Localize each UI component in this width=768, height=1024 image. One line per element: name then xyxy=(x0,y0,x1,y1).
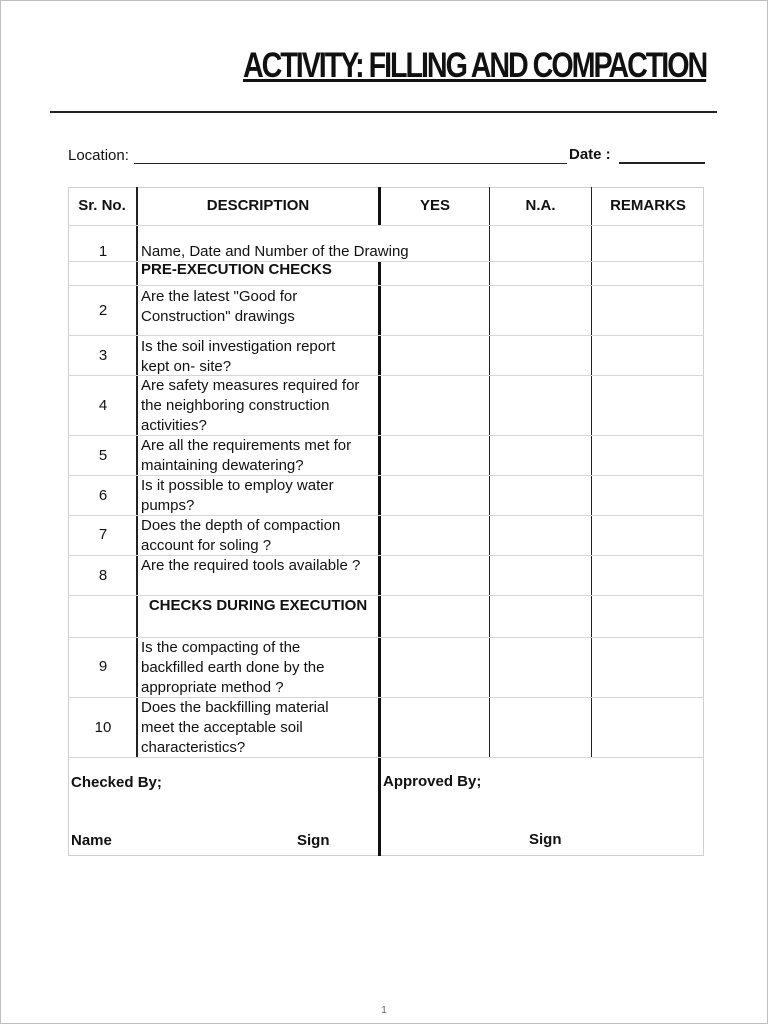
row-description: Is the compacting of the backfilled earth done by the appropriate method ? xyxy=(141,639,325,696)
row-description: Does the backfilling material meet the acceptable soil characteristics? xyxy=(141,699,329,756)
column-divider xyxy=(489,187,490,757)
row-number: 4 xyxy=(98,397,108,414)
document-title: ACTIVITY: FILLING AND COMPACTION xyxy=(242,46,707,85)
row-number: 7 xyxy=(98,526,108,543)
page-number: 1 xyxy=(381,1005,387,1016)
row-number: 9 xyxy=(98,658,108,675)
row-divider xyxy=(68,225,704,226)
row-description: Are safety measures required for the neighboring construction activities? xyxy=(141,377,360,434)
location-field[interactable] xyxy=(134,163,567,164)
checked-by-label: Checked By; xyxy=(71,774,162,791)
row-number: 8 xyxy=(98,567,108,584)
date-label: Date : xyxy=(569,146,611,163)
row-number: 3 xyxy=(98,347,108,364)
row-number: 2 xyxy=(98,302,108,319)
row-description: Does the depth of compaction account for soling ? xyxy=(141,517,341,554)
date-field[interactable] xyxy=(619,162,705,164)
row-number: 5 xyxy=(98,447,108,464)
section-heading-during-execution: CHECKS DURING EXECUTION xyxy=(148,597,368,614)
row-divider xyxy=(68,285,704,286)
column-divider xyxy=(378,262,381,856)
name-label: Name xyxy=(71,832,112,849)
approved-by-label: Approved By; xyxy=(383,773,482,790)
header-description: DESCRIPTION xyxy=(206,197,310,214)
location-label: Location: xyxy=(68,147,129,164)
header-remarks: REMARKS xyxy=(610,197,686,214)
row-number: 10 xyxy=(94,719,112,736)
row-description: Are the latest "Good for Construction" drawings xyxy=(141,288,298,325)
row-divider xyxy=(68,335,704,336)
header-sr-no: Sr. No. xyxy=(78,197,126,214)
row-number: 6 xyxy=(98,487,108,504)
header-yes: YES xyxy=(419,197,450,214)
title-divider xyxy=(50,111,717,113)
sign-label-checked: Sign xyxy=(297,832,330,849)
row-description: Is the soil investigation report kept on- site? xyxy=(141,338,336,375)
sign-label-approved: Sign xyxy=(529,831,562,848)
row-description: Is it possible to employ water pumps? xyxy=(141,477,334,514)
column-divider xyxy=(591,187,592,757)
section-heading-pre-execution: PRE-EXECUTION CHECKS xyxy=(141,261,332,278)
row-description: Are all the requirements met for maintaining dewatering? xyxy=(141,437,352,474)
row-description: Are the required tools available ? xyxy=(141,557,361,574)
header-na: N.A. xyxy=(525,197,556,214)
row-number: 1 xyxy=(98,243,108,260)
row-description: Name, Date and Number of the Drawing xyxy=(141,243,409,260)
